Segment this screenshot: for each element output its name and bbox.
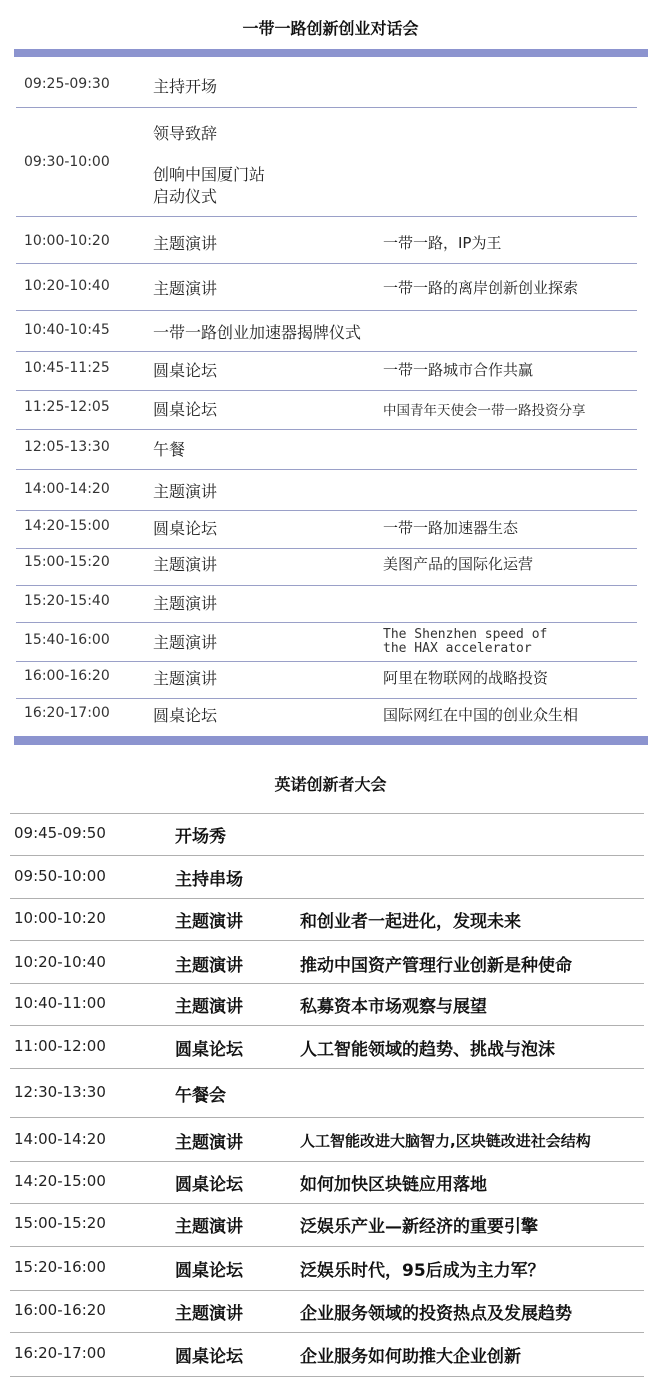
session-type-cell: 主题演讲 <box>153 594 218 613</box>
time-cell: 11:00-12:00 <box>14 1037 106 1055</box>
row-divider <box>16 390 637 391</box>
row-divider <box>10 1203 644 1204</box>
time-cell: 10:45-11:25 <box>24 360 110 376</box>
session-type-cell: 主持串场 <box>175 870 243 890</box>
topic-cell: 人工智能改进大脑智力,区块链改进社会结构 <box>300 1132 591 1150</box>
section1-title: 一带一路创新创业对话会 <box>242 19 419 38</box>
time-cell: 16:00-16:20 <box>14 1301 106 1319</box>
row-divider <box>10 1290 644 1291</box>
topic-cell: the HAX accelerator <box>383 641 532 656</box>
session-type-cell: 启动仪式 <box>153 187 218 206</box>
time-cell: 10:00-10:20 <box>14 909 106 927</box>
session-type-cell: 主题演讲 <box>153 279 218 298</box>
time-cell: 10:00-10:20 <box>24 233 110 249</box>
session-type-cell: 主题演讲 <box>175 912 243 932</box>
session-type-cell: 圆桌论坛 <box>175 1040 243 1060</box>
session-type-cell: 开场秀 <box>175 827 226 847</box>
topic-cell: 泛娱乐时代，95后成为主力军？ <box>300 1261 545 1281</box>
session-type-cell: 圆桌论坛 <box>153 361 218 380</box>
session-type-cell: 圆桌论坛 <box>153 400 218 419</box>
topic-cell: 国际网红在中国的创业众生相 <box>383 706 579 724</box>
topic-cell: 私募资本市场观察与展望 <box>300 997 487 1017</box>
time-cell: 12:05-13:30 <box>24 439 110 455</box>
session-type-cell: 圆桌论坛 <box>153 519 218 538</box>
topic-cell: 一带一路城市合作共赢 <box>383 361 534 379</box>
session-type-cell: 主题演讲 <box>175 956 243 976</box>
time-cell: 16:20-17:00 <box>24 705 110 721</box>
time-cell: 10:20-10:40 <box>14 953 106 971</box>
time-cell: 16:00-16:20 <box>24 668 110 684</box>
time-cell: 15:00-15:20 <box>24 554 110 570</box>
session-type-cell: 主持开场 <box>153 77 218 96</box>
session-type-cell: 圆桌论坛 <box>153 706 218 725</box>
time-cell: 12:30-13:30 <box>14 1083 106 1101</box>
time-cell: 15:20-16:00 <box>14 1258 106 1276</box>
topic-cell: 推动中国资产管理行业创新是种使命 <box>300 956 572 976</box>
time-cell: 14:00-14:20 <box>14 1130 106 1148</box>
time-cell: 15:20-15:40 <box>24 593 110 609</box>
row-divider <box>10 1117 644 1118</box>
session-type-cell: 主题演讲 <box>175 1304 243 1324</box>
time-cell: 14:20-15:00 <box>24 518 110 534</box>
session-type-cell: 主题演讲 <box>175 1217 243 1237</box>
time-cell: 15:00-15:20 <box>14 1214 106 1232</box>
row-divider <box>10 898 644 899</box>
row-divider <box>10 1246 644 1247</box>
row-divider <box>10 1025 644 1026</box>
time-cell: 15:40-16:00 <box>24 632 110 648</box>
session-type-cell: 主题演讲 <box>153 555 218 574</box>
session-type-cell: 主题演讲 <box>153 669 218 688</box>
row-divider <box>16 469 637 470</box>
row-divider <box>10 813 644 814</box>
section2-title: 英诺创新者大会 <box>274 775 387 794</box>
topic-cell: 一带一路，IP为王 <box>383 234 502 252</box>
time-cell: 09:30-10:00 <box>24 154 110 170</box>
time-cell: 09:50-10:00 <box>14 867 106 885</box>
time-cell: 09:25-09:30 <box>24 76 110 92</box>
row-divider <box>10 855 644 856</box>
topic-cell: 企业服务领域的投资热点及发展趋势 <box>300 1304 572 1324</box>
topic-cell: The Shenzhen speed of <box>383 627 548 642</box>
topic-cell: 如何加快区块链应用落地 <box>300 1175 487 1195</box>
topic-cell: 一带一路加速器生态 <box>383 519 519 537</box>
row-divider <box>10 1332 644 1333</box>
row-divider <box>16 622 637 623</box>
session-type-cell: 主题演讲 <box>175 1133 243 1153</box>
topic-cell: 和创业者一起进化，发现未来 <box>300 912 521 932</box>
time-cell: 09:45-09:50 <box>14 824 106 842</box>
topic-cell: 企业服务如何助推大企业创新 <box>300 1347 521 1367</box>
topic-cell: 人工智能领域的趋势、挑战与泡沫 <box>300 1040 555 1060</box>
section1-bottom-bar <box>14 736 648 745</box>
section1-top-bar <box>14 49 648 57</box>
session-type-cell: 午餐 <box>153 440 186 459</box>
row-divider <box>10 1376 644 1377</box>
row-divider <box>10 1161 644 1162</box>
time-cell: 10:20-10:40 <box>24 278 110 294</box>
session-type-cell: 主题演讲 <box>153 633 218 652</box>
time-cell: 10:40-11:00 <box>14 994 106 1012</box>
session-type-cell: 创响中国厦门站 <box>153 165 266 184</box>
session-type-cell: 一带一路创业加速器揭牌仪式 <box>153 323 362 342</box>
session-type-cell: 主题演讲 <box>153 234 218 253</box>
session-type-cell: 圆桌论坛 <box>175 1261 243 1281</box>
time-cell: 14:00-14:20 <box>24 481 110 497</box>
topic-cell: 阿里在物联网的战略投资 <box>383 669 549 687</box>
topic-cell: 美图产品的国际化运营 <box>383 555 534 573</box>
row-divider <box>16 661 637 662</box>
row-divider <box>16 429 637 430</box>
time-cell: 14:20-15:00 <box>14 1172 106 1190</box>
row-divider <box>16 263 637 264</box>
topic-cell: 泛娱乐产业—新经济的重要引擎 <box>300 1217 538 1237</box>
time-cell: 11:25-12:05 <box>24 399 110 415</box>
row-divider <box>10 983 644 984</box>
session-type-cell: 圆桌论坛 <box>175 1175 243 1195</box>
topic-cell: 中国青年天使会一带一路投资分享 <box>383 403 586 419</box>
session-type-cell: 午餐会 <box>175 1086 226 1106</box>
session-type-cell: 领导致辞 <box>153 124 218 143</box>
row-divider <box>16 107 637 108</box>
time-cell: 16:20-17:00 <box>14 1344 106 1362</box>
session-type-cell: 主题演讲 <box>175 997 243 1017</box>
row-divider <box>16 510 637 511</box>
session-type-cell: 主题演讲 <box>153 482 218 501</box>
row-divider <box>10 940 644 941</box>
session-type-cell: 圆桌论坛 <box>175 1347 243 1367</box>
row-divider <box>16 310 637 311</box>
row-divider <box>16 351 637 352</box>
row-divider <box>16 585 637 586</box>
row-divider <box>16 698 637 699</box>
time-cell: 10:40-10:45 <box>24 322 110 338</box>
row-divider <box>16 216 637 217</box>
topic-cell: 一带一路的离岸创新创业探索 <box>383 279 579 297</box>
row-divider <box>10 1068 644 1069</box>
row-divider <box>16 548 637 549</box>
